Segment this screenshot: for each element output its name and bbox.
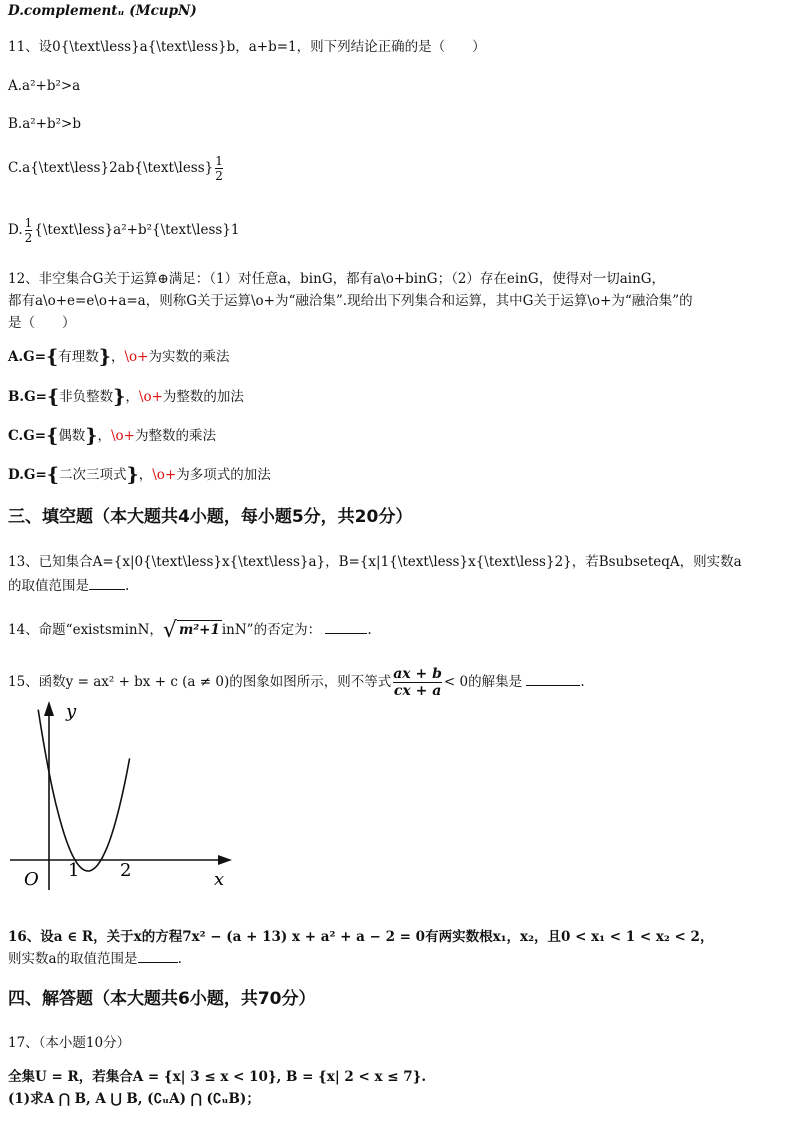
- q11-option-a: A.a²+b²>a: [8, 78, 81, 94]
- q14-radicand: m²+1: [178, 622, 220, 638]
- q11-option-d-text: {\text\less}a²+b²{\text\less}1: [34, 222, 240, 238]
- answer-blank: [526, 673, 580, 686]
- origin-label: O: [24, 869, 39, 890]
- q12-option-a: A.G={有理数}，\o+为实数的乘法: [8, 346, 230, 368]
- q11-option-d: [8, 216, 786, 245]
- q15-left-text: 15、函数y = ax² + bx + c (a ≠ 0)的图象如图所示，则不等式: [8, 674, 392, 690]
- option-set: 有理数: [58, 349, 99, 365]
- q10-option-d: D.complementᵤ (McupN): [8, 3, 197, 19]
- parabola-curve: [38, 710, 129, 871]
- option-set: 偶数: [58, 428, 86, 444]
- q11-option-b: B.a²+b²>b: [8, 116, 81, 132]
- q13-line2: 的取值范围是 .: [8, 578, 130, 594]
- option-rest: 为实数的乘法: [148, 349, 230, 365]
- q12-option-c: C.G={偶数}，\o+为整数的乘法: [8, 425, 216, 447]
- fraction-numerator: 1: [24, 216, 33, 230]
- x-label: x: [214, 869, 225, 890]
- q12-option-b: B.G={非负整数}，\o+为整数的加法: [8, 386, 244, 408]
- option-rest: 为多项式的加法: [176, 467, 271, 483]
- q17-line2: (1)求A ⋂ B, A ⋃ B, (∁ᵤA) ⋂ (∁ᵤB)；: [8, 1091, 260, 1107]
- q11-option-c-text: C.a{\text\less}2ab{\text\less}: [8, 160, 214, 176]
- answer-blank: [89, 577, 125, 590]
- q16-line2: 则实数a的取值范围是 .: [8, 951, 182, 967]
- option-prefix: C.G=: [8, 428, 47, 444]
- sqrt-sign: √: [162, 618, 177, 643]
- q17-header: 17、（本小题10分）: [8, 1035, 131, 1051]
- q11-option-d-prefix: D.: [8, 222, 23, 238]
- option-prefix: B.G=: [8, 389, 47, 405]
- fraction-denominator: 2: [24, 231, 33, 245]
- q15-line: 15、函数y = ax² + bx + c (a ≠ 0)的图象如图所示，则不等式 $\frac{ax + b}{cx + a}$ < 0的解集是 .: [8, 666, 585, 699]
- q16-line2-text: 则实数a的取值范围是: [8, 951, 138, 967]
- option-prefix: A.G=: [8, 349, 47, 365]
- operator-symbol: \o+: [152, 467, 177, 483]
- y-axis-arrow: [44, 701, 54, 716]
- right-brace: }: [113, 386, 126, 408]
- fraction-numerator: ax + b: [393, 666, 442, 682]
- x-axis-arrow: [218, 855, 232, 865]
- fraction-denominator: cx + a: [393, 683, 442, 699]
- answer-blank: [325, 621, 367, 634]
- fraction-denominator: 2: [215, 169, 223, 183]
- q13-line2-text: 的取值范围是: [8, 578, 89, 594]
- left-brace: {: [46, 386, 60, 408]
- root-1-label: 1: [68, 860, 80, 881]
- q12-option-d: D.G={二次三项式}，\o+为多项式的加法: [8, 464, 271, 486]
- left-brace: {: [46, 464, 59, 486]
- q11-stem: 11、设0{\text\less}a{\text\less}b，a+b=1，则下列结论正确的是（ ）: [8, 39, 486, 55]
- right-brace: }: [98, 346, 111, 368]
- section-4-title: 四、解答题（本大题共6小题，共70分）: [8, 989, 316, 1009]
- option-rest: 为整数的加法: [162, 389, 244, 405]
- q14-left-text: 14、命题“existsminN，: [8, 622, 163, 638]
- q12-stem-line3: 是（ ）: [8, 315, 76, 331]
- option-set: 非负整数: [59, 389, 114, 405]
- q12-stem-line2: 都有a\o+e=e\o+a=a，则称G关于运算\o+为“融洽集”.现给出下列集合和运算，其中G关于运算\o+为“融洽集”的: [8, 293, 693, 309]
- q16-line1: 16、设a ∈ R，关于x的方程7x² − (a + 13) x + a² + a − 2 = 0有两实数根x₁，x₂，且0 < x₁ < 1 < x₂ < 2，: [8, 929, 714, 945]
- option-rest: 为整数的乘法: [135, 428, 216, 444]
- q11-option-d-fraction: [25, 216, 33, 245]
- y-label: y: [66, 701, 77, 722]
- root-2-label: 2: [120, 860, 132, 881]
- q11-option-c: [8, 154, 786, 183]
- section-3-title: 三、填空题（本大题共4小题，每小题5分，共20分）: [8, 507, 413, 527]
- option-set: 二次三项式: [59, 467, 127, 483]
- operator-symbol: \o+: [124, 349, 149, 365]
- answer-blank: [138, 950, 178, 963]
- left-brace: {: [46, 425, 59, 447]
- operator-symbol: \o+: [138, 389, 163, 405]
- q15-fraction: [393, 666, 442, 699]
- q11-option-c-fraction: [215, 154, 223, 183]
- q13-line1: 13、已知集合A={x|0{\text\less}x{\text\less}a}，B={x|1{\text\less}x{\text\less}2}，若BsubseteqA，则实数a: [8, 554, 742, 570]
- q14-line: 14、命题“existsminN，√ m²+1 inN”的否定为： .: [8, 618, 372, 643]
- right-brace: }: [126, 464, 139, 486]
- right-brace: }: [85, 425, 98, 447]
- option-prefix: D.G=: [8, 467, 47, 483]
- q17-line1: 全集U = R，若集合A = {x| 3 ≤ x < 10}, B = {x| 2 < x ≤ 7}.: [8, 1069, 427, 1085]
- parabola-graph: [0, 695, 250, 895]
- q14-right-text: inN”的否定为：: [221, 622, 322, 638]
- fraction-numerator: 1: [215, 154, 223, 168]
- left-brace: {: [46, 346, 59, 368]
- operator-symbol: \o+: [111, 428, 135, 444]
- q12-stem-line1: 12、非空集合G关于运算⊕满足：（1）对任意a，binG，都有a\o+binG；（2）存在einG，使得对一切ainG，: [8, 271, 666, 287]
- q15-right-text: < 0的解集是: [443, 674, 523, 690]
